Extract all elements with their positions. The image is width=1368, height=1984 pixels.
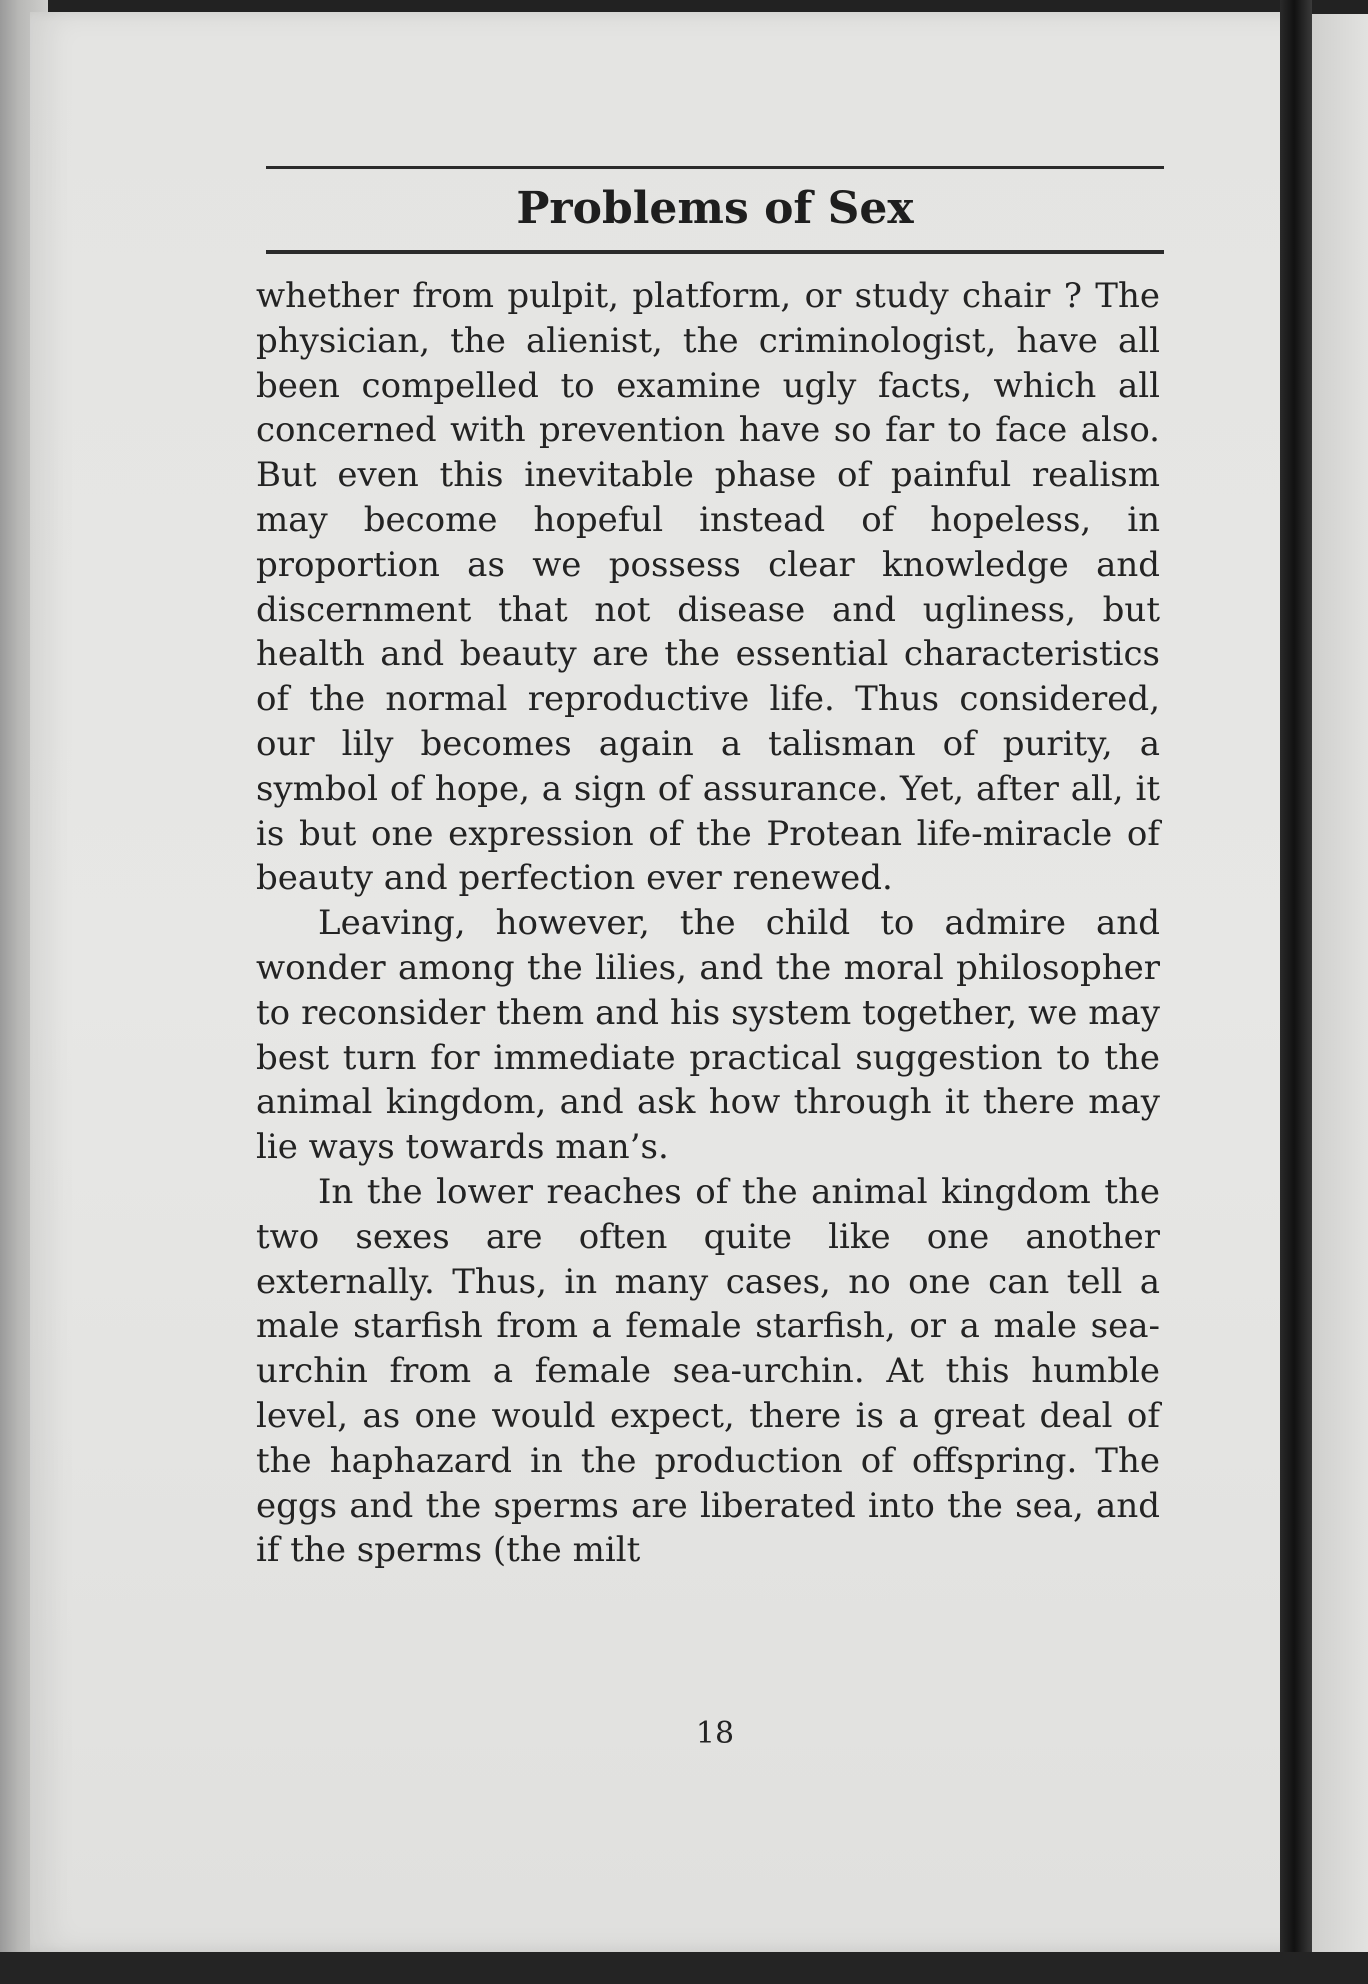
page-number: 18: [695, 1716, 735, 1751]
paragraph-1: whether from pulpit, platform, or study chair ? The physician, the alienist, the criminologist, have all been compelled to examine ugly facts, which all concerned with prevention have so far to face also. But even this inevitable phase of painful realism may become hopeful instead of hopeless, in proportion as we possess clear knowledge and discernment that not disease and ugliness, but health and beauty are the essential characteristics of the normal reproductive life. Thus considered, our lily becomes again a talisman of purity, a symbol of hope, a sign of assurance. Yet, after all, it is but one expression of the Protean life-miracle of beauty and perfection ever renewed.: [256, 276, 1160, 899]
paragraph-2: Leaving, however, the child to admire and wonder among the lilies, and the moral philosopher to reconsider them and his system together, we may best turn for immediate practical suggestion to the animal kingdom, and ask how through it there may lie ways towards man’s.: [256, 903, 1160, 1168]
header-rule-bottom: [266, 250, 1164, 254]
body-text: [256, 274, 1160, 1573]
paragraph-3: In the lower reaches of the animal kingdom the two sexes are often quite like one another externally. Thus, in many cases, no one can tell a male starfish from a female starfish, or a male sea-urchin from a female sea-urchin. At this humble level, as one would expect, there is a great deal of the haphazard in the production of offspring. The eggs and the sperms are liberated into the sea, and if the sperms (the milt: [256, 1171, 1160, 1571]
running-head: Problems of Sex: [516, 183, 914, 234]
header-rule-top: [266, 166, 1164, 169]
scan-bottom-edge: [0, 1952, 1368, 1984]
book-gutter: [1280, 0, 1312, 1984]
facing-page-edge: [1312, 14, 1368, 1964]
